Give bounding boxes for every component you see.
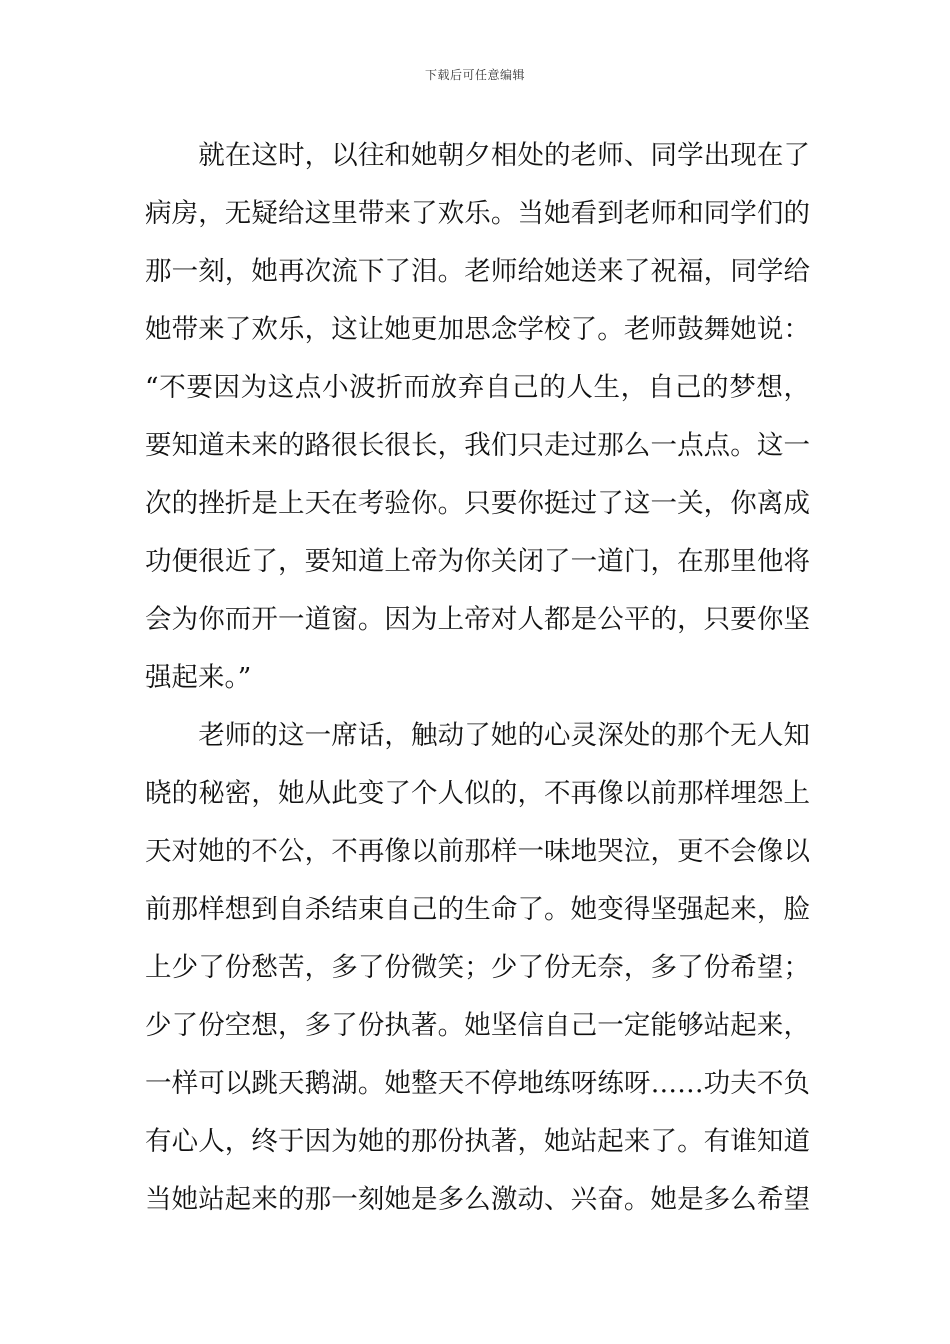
text-line: 有心人，终于因为她的那份执著，她站起来了。有谁知道: [145, 1126, 810, 1157]
text-line: 那一刻，她再次流下了泪。老师给她送来了祝福，同学给: [145, 256, 810, 287]
text-line: 晓的秘密，她从此变了个人似的，不再像以前那样埋怨上: [145, 778, 810, 809]
text-line: 当她站起来的那一刻她是多么激动、兴奋。她是多么希望: [145, 1184, 810, 1215]
text-line: 少了份空想，多了份执著。她坚信自己一定能够站起来，: [145, 1010, 810, 1041]
text-line: 她带来了欢乐，这让她更加思念学校了。老师鼓舞她说：: [145, 314, 810, 345]
text-line: 就在这时，以往和她朝夕相处的老师、同学出现在了: [145, 140, 810, 171]
text-line: 要知道未来的路很长很长，我们只走过那么一点点。这一: [145, 430, 810, 461]
text-line: 功便很近了，要知道上帝为你关闭了一道门，在那里他将: [145, 546, 810, 577]
text-line: 上少了份愁苦，多了份微笑；少了份无奈，多了份希望；: [145, 952, 810, 983]
page-header: 下载后可任意编辑: [424, 68, 525, 82]
text-line: 一样可以跳天鹅湖。她整天不停地练呀练呀……功夫不负: [145, 1068, 810, 1099]
text-line: 病房，无疑给这里带来了欢乐。当她看到老师和同学们的: [145, 198, 810, 229]
text-line: 次的挫折是上天在考验你。只要你挺过了这一关，你离成: [145, 488, 810, 519]
text-line: 会为你而开一道窗。因为上帝对人都是公平的，只要你坚: [145, 604, 810, 635]
text-line: 天对她的不公，不再像以前那样一味地哭泣，更不会像以: [145, 836, 810, 867]
body-text: [145, 127, 810, 1229]
text-line: 老师的这一席话，触动了她的心灵深处的那个无人知: [145, 720, 810, 751]
text-line: 前那样想到自杀结束自己的生命了。她变得坚强起来，脸: [145, 894, 810, 925]
text-line: 强起来。”: [145, 662, 252, 693]
text-line: “不要因为这点小波折而放弃自己的人生，自己的梦想，: [145, 372, 810, 403]
